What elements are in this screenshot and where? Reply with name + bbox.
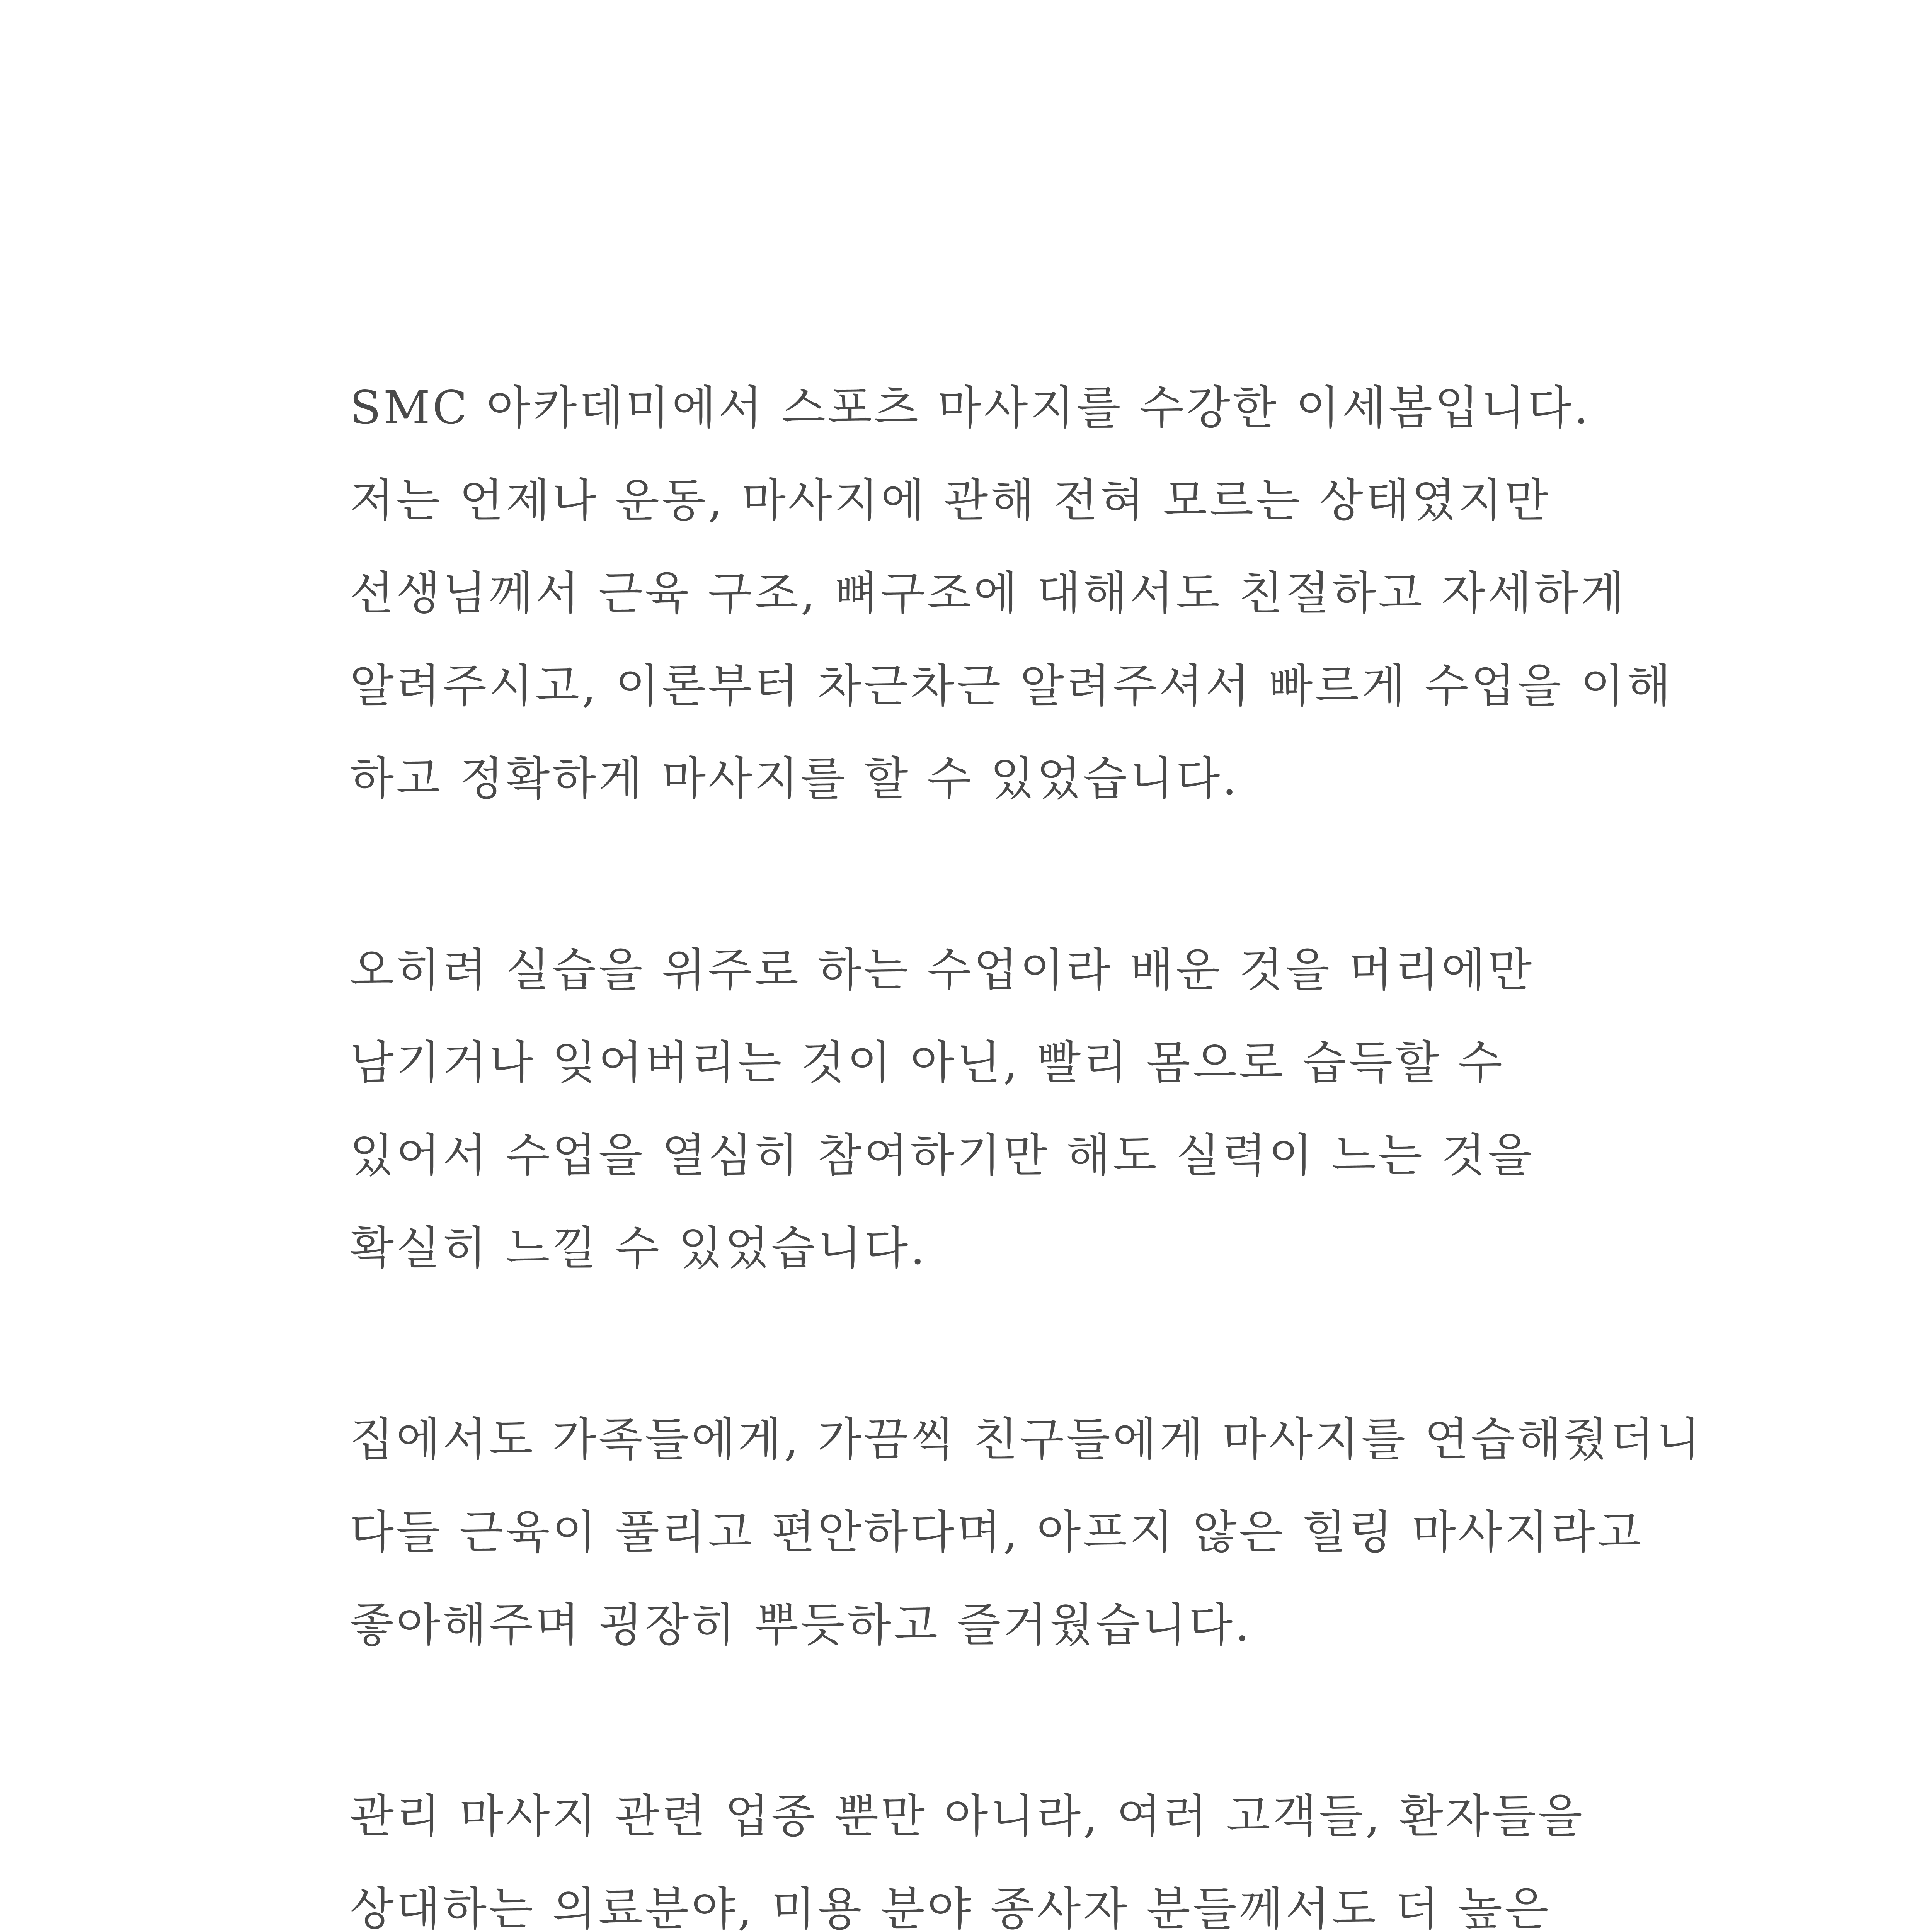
text-line: 오히려 실습을 위주로 하는 수업이라 배운 것을 머리에만: [350, 943, 1534, 997]
text-line: 알려주시고, 이론부터 차근차근 알려주셔서 빠르게 수업을 이해: [350, 659, 1674, 713]
text-line: SMC 아카데미에서 스포츠 마사지를 수강한 이세봄입니다.: [350, 381, 1591, 434]
text-line: 다들 근육이 풀리고 편안하다며, 아프지 않은 힐링 마사지라고: [350, 1505, 1644, 1559]
paragraph-1: [350, 361, 1674, 825]
text-line: 하고 정확하게 마사지를 할 수 있었습니다.: [350, 752, 1239, 805]
text-line: 관리 마사지 관련 업종 뿐만 아니라, 여러 고객들, 환자들을: [350, 1789, 1585, 1843]
text-line: 좋아해주며 굉장히 뿌듯하고 즐거웠습니다.: [350, 1598, 1252, 1651]
letter-body: [350, 361, 1703, 1932]
text-line: 저는 언제나 운동, 마사지에 관해 전혀 모르는 상태였지만: [350, 474, 1551, 527]
text-line: 남기거나 잊어버리는 것이 아닌, 빨리 몸으로 습득할 수: [350, 1036, 1505, 1089]
paragraph-3: [350, 1393, 1703, 1671]
text-line: 확실히 느낄 수 있었습니다.: [350, 1221, 927, 1275]
text-line: 상대하는 의료분야, 미용 분야 종사자 분들께서도 더 높은: [350, 1882, 1551, 1932]
text-line: 선생님께서 근육 구조, 뼈구조에 대해서도 친절하고 자세하게: [350, 566, 1627, 620]
text-line: 있어서 수업을 열심히 참여하기만 해도 실력이 느는 것을: [350, 1129, 1534, 1182]
paragraph-2: [350, 923, 1548, 1294]
paragraph-4: [350, 1770, 1585, 1932]
text-line: 집에서도 가족들에게, 가끔씩 친구들에게 마사지를 연습해줬더니: [350, 1413, 1703, 1466]
